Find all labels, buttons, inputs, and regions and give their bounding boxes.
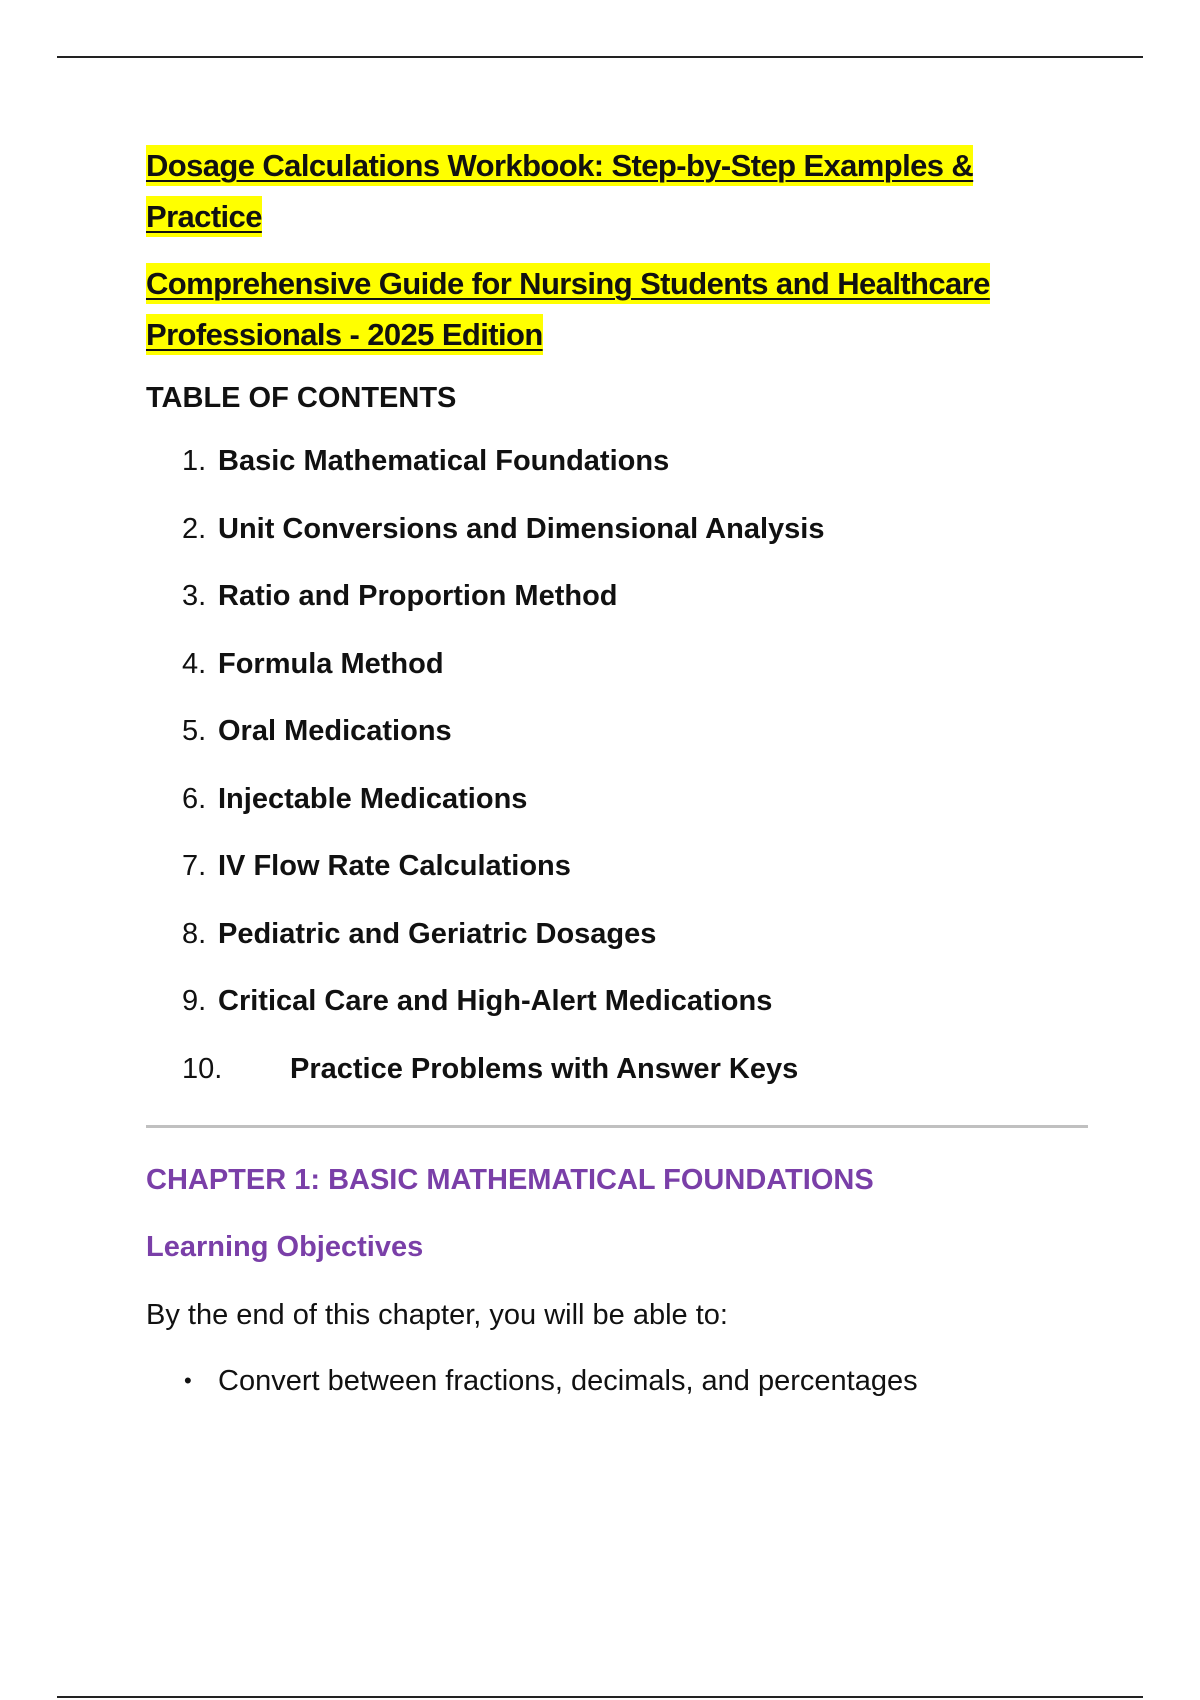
section-divider <box>146 1125 1088 1128</box>
toc-item[interactable] <box>146 914 1086 954</box>
toc-item-number: 4. <box>182 647 207 680</box>
toc-item-label: Formula Method <box>218 647 444 680</box>
toc-item[interactable] <box>146 1049 1086 1089</box>
document-subtitle: Comprehensive Guide for Nursing Students and Healthcare Professionals - 2025 Edition <box>146 258 1086 360</box>
toc-item-label: Pediatric and Geriatric Dosages <box>218 917 657 950</box>
toc-item-label: Practice Problems with Answer Keys <box>290 1052 799 1085</box>
toc-heading: TABLE OF CONTENTS <box>146 382 457 414</box>
toc-item-number: 5. <box>182 715 207 747</box>
chapter-title: CHAPTER 1: BASIC MATHEMATICAL FOUNDATIONS <box>146 1163 874 1196</box>
list-item <box>146 1361 1086 1401</box>
page-top-rule <box>57 56 1143 58</box>
toc-item[interactable] <box>146 509 1086 549</box>
toc-item-number: 6. <box>182 782 207 815</box>
toc-item[interactable] <box>146 711 1086 751</box>
document-title: Dosage Calculations Workbook: Step-by-Step Examples & Practice <box>146 140 1086 242</box>
toc-item-number: 3. <box>182 580 207 612</box>
objectives-list <box>146 1361 1086 1401</box>
toc-item-label: Unit Conversions and Dimensional Analysis <box>218 512 825 545</box>
toc-item[interactable] <box>146 846 1086 886</box>
toc-item-label: Ratio and Proportion Method <box>218 580 618 612</box>
toc-item-number: 7. <box>182 850 207 882</box>
page-bottom-rule <box>57 1696 1143 1698</box>
toc-item-number: 2. <box>182 512 207 545</box>
objective-text: Convert between fractions, decimals, and percentages <box>218 1364 918 1397</box>
toc-item[interactable] <box>146 441 1086 481</box>
learning-objectives-heading: Learning Objectives <box>146 1230 424 1263</box>
toc-item[interactable] <box>146 779 1086 819</box>
toc-item[interactable] <box>146 981 1086 1021</box>
toc-item-number: 10. <box>182 1052 223 1085</box>
table-of-contents <box>146 441 1086 1089</box>
toc-item-label: Critical Care and High-Alert Medications <box>218 985 773 1017</box>
toc-item[interactable] <box>146 576 1086 616</box>
bullet-icon: • <box>184 1367 192 1393</box>
page-content <box>146 140 1086 1401</box>
toc-item-number: 9. <box>182 985 207 1017</box>
toc-item-number: 8. <box>182 917 207 950</box>
toc-item-label: Basic Mathematical Foundations <box>218 445 670 477</box>
toc-item-label: IV Flow Rate Calculations <box>218 850 571 882</box>
toc-item[interactable] <box>146 644 1086 684</box>
objectives-intro: By the end of this chapter, you will be able to: <box>146 1298 728 1331</box>
toc-item-label: Injectable Medications <box>218 782 528 815</box>
toc-item-number: 1. <box>182 445 207 477</box>
toc-item-label: Oral Medications <box>218 715 452 747</box>
